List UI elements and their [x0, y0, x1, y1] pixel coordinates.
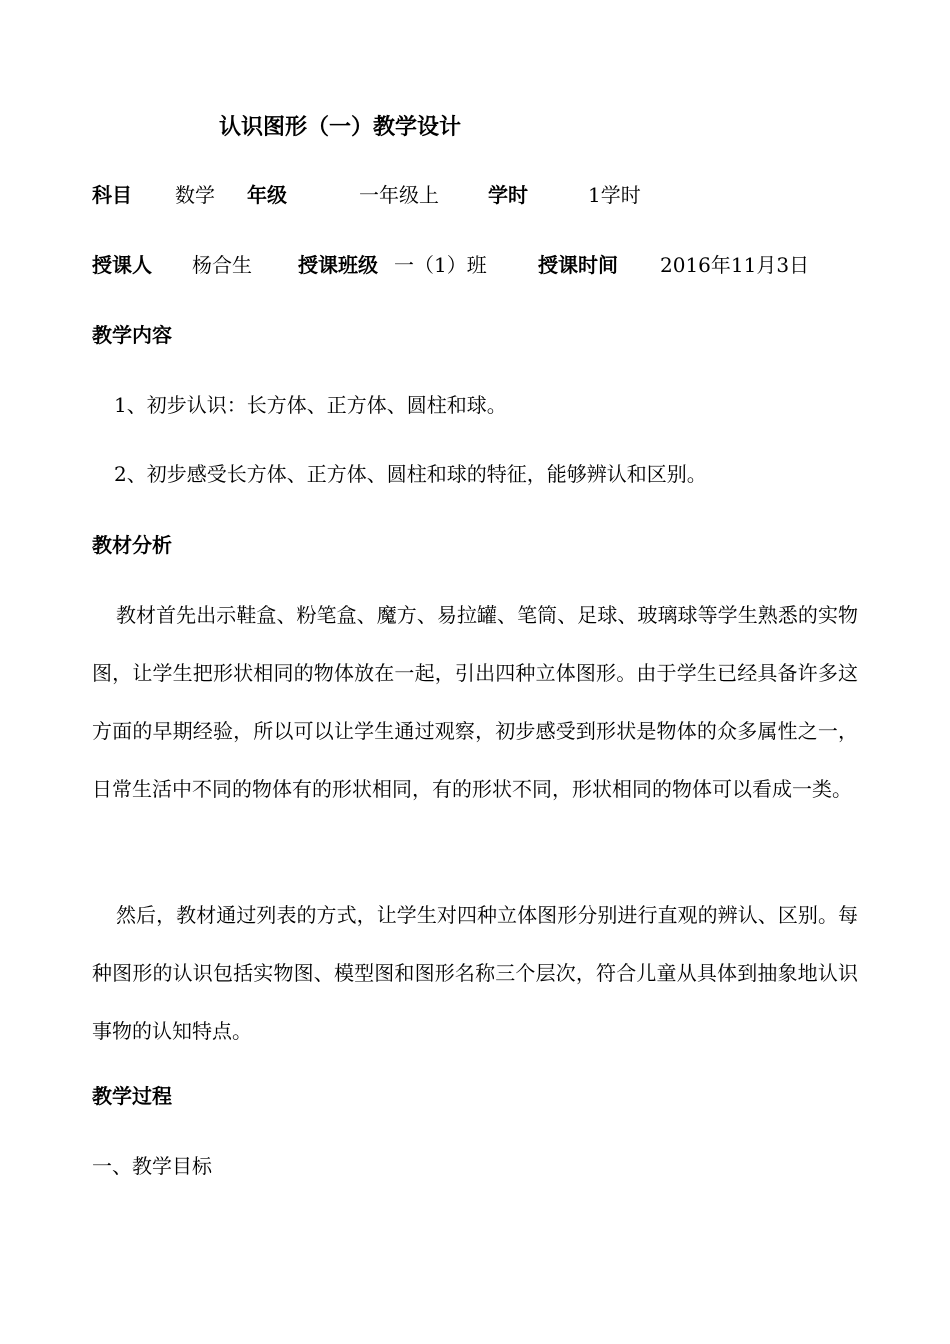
- teacher-value: 杨合生: [192, 253, 252, 277]
- content-item-2: 2、初步感受长方体、正方体、圆柱和球的特征，能够辨认和区别。: [114, 462, 707, 486]
- analysis-paragraph-2: 然后，教材通过列表的方式，让学生对四种立体图形分别进行直观的辨认、区别。每种图形的认识包括实物图、模型图和图形名称三个层次，符合儿童从具体到抽象地认识事物的认知特点。: [92, 903, 858, 1043]
- class-value: 一（1）班: [394, 253, 487, 277]
- teacher-label: 授课人: [92, 253, 152, 277]
- subject-label: 科目: [92, 183, 132, 207]
- content-heading: 教学内容: [92, 323, 172, 347]
- document-title: 认识图形（一）教学设计: [219, 114, 462, 140]
- grade-label: 年级: [247, 183, 287, 207]
- time-label: 授课时间: [538, 253, 618, 277]
- process-heading: 教学过程: [92, 1084, 172, 1108]
- grade-value: 一年级上: [359, 183, 439, 207]
- class-label: 授课班级: [298, 253, 378, 277]
- analysis-paragraph-1: 教材首先出示鞋盒、粉笔盒、魔方、易拉罐、笔筒、足球、玻璃球等学生熟悉的实物图，让学生把形状相同的物体放在一起，引出四种立体图形。由于学生已经具备许多这方面的早期经验，所以可以让学生通过观察，初步感受到形状是物体的众多属性之一，日常生活中不同的物体有的形状相同，有的形状不同，形状相同的物体可以看成一类。: [92, 603, 858, 801]
- process-subheading: 一、教学目标: [92, 1154, 212, 1178]
- hours-value: 1学时: [588, 183, 641, 207]
- content-item-1: 1、初步认识：长方体、正方体、圆柱和球。: [114, 393, 507, 417]
- time-value: 2016年11月3日: [660, 253, 810, 277]
- subject-value: 数学: [175, 183, 215, 207]
- hours-label: 学时: [488, 183, 528, 207]
- analysis-heading: 教材分析: [92, 533, 172, 557]
